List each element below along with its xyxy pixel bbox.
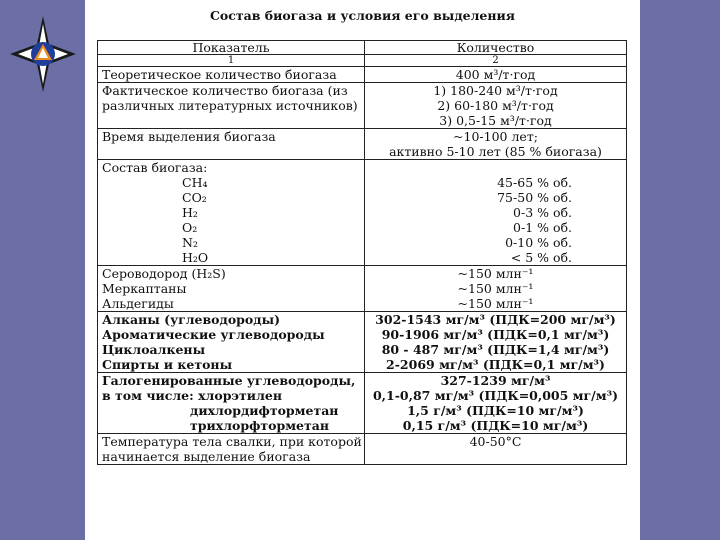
label-line: различных литературных источников) — [102, 98, 358, 113]
label-line: Меркаптаны — [102, 281, 187, 296]
label-line: Температура тела свалки, при которой — [102, 434, 362, 449]
gas-name: H₂O — [182, 250, 209, 265]
label-line: Ароматические углеводороды — [102, 327, 325, 342]
table-row — [98, 373, 627, 434]
gas-name: CO₂ — [182, 190, 207, 205]
header-quantity: Количество — [365, 41, 627, 55]
row-value: 400 м³/т·год — [365, 67, 627, 83]
row-value — [365, 266, 627, 312]
value-line: 80 - 487 мг/м³ (ПДК=1,4 мг/м³) — [381, 342, 610, 357]
value-line: 90-1906 мг/м³ (ПДК=0,1 мг/м³) — [381, 327, 610, 342]
value-line: ~10-100 лет; — [453, 129, 538, 144]
column-number-1: 1 — [98, 55, 365, 67]
row-value — [365, 373, 627, 434]
table-header-row — [98, 41, 627, 55]
row-label — [98, 434, 365, 465]
value-line: 1,5 г/м³ (ПДК=10 мг/м³) — [407, 403, 584, 418]
value-line: 2-2069 мг/м³ (ПДК=0,1 мг/м³) — [386, 357, 605, 372]
row-value — [365, 83, 627, 129]
row-label: Время выделения биогаза — [98, 129, 365, 160]
value-line: 0,1-0,87 мг/м³ (ПДК=0,005 мг/м³) — [372, 388, 618, 403]
row-label — [98, 312, 365, 373]
row-value: 40-50°С — [365, 434, 627, 465]
gas-value: < 5 % об. — [510, 250, 572, 265]
value-line: 1) 180-240 м³/т·год — [433, 83, 558, 98]
table-row — [98, 83, 627, 129]
gas-value: 0-1 % об. — [513, 220, 572, 235]
label-line: трихлорфторметан — [190, 418, 330, 433]
row-label — [98, 373, 365, 434]
value-line: 327-1239 мг/м³ — [440, 373, 551, 388]
biogas-table — [97, 40, 627, 465]
value-line: ~150 млн⁻¹ — [457, 266, 534, 281]
row-label — [98, 160, 365, 266]
table-row — [98, 434, 627, 465]
label-line: начинается выделение биогаза — [102, 449, 311, 464]
gas-value: 0-10 % об. — [505, 235, 572, 250]
gas-name: CH₄ — [182, 175, 208, 190]
table-row — [98, 160, 627, 266]
table-row — [98, 67, 627, 83]
table-row — [98, 129, 627, 160]
emergency-emblem-icon — [8, 14, 78, 94]
label-line: Галогенированные углеводороды, — [102, 373, 356, 388]
header-indicator: Показатель — [98, 41, 365, 55]
label-line: Состав биогаза: — [102, 160, 208, 175]
page-title: Состав биогаза и условия его выделения — [209, 8, 516, 23]
row-label: Теоретическое количество биогаза — [98, 67, 365, 83]
label-line: Сероводород (H₂S) — [102, 266, 226, 281]
row-label — [98, 83, 365, 129]
value-line: активно 5-10 лет (85 % биогаза) — [389, 144, 602, 159]
table-row — [98, 312, 627, 373]
column-number-row — [98, 55, 627, 67]
value-line: ~150 млн⁻¹ — [457, 296, 534, 311]
value-line: ~150 млн⁻¹ — [457, 281, 534, 296]
label-line: Спирты и кетоны — [102, 357, 233, 372]
label-line: Циклоалкены — [102, 342, 206, 357]
value-line: 3) 0,5-15 м³/т·год — [439, 113, 552, 128]
value-line: 2) 60-180 м³/т·год — [437, 98, 554, 113]
row-value — [365, 312, 627, 373]
label-line: Альдегиды — [102, 296, 174, 311]
gas-value: 45-65 % об. — [497, 175, 572, 190]
value-line: 0,15 г/м³ (ПДК=10 мг/м³) — [402, 418, 589, 433]
gas-name: O₂ — [182, 220, 198, 235]
gas-value: 0-3 % об. — [513, 205, 572, 220]
label-line: Алканы (углеводороды) — [102, 312, 281, 327]
row-value — [365, 160, 627, 266]
label-line: Фактическое количество биогаза (из — [102, 83, 348, 98]
column-number-2: 2 — [365, 55, 627, 67]
value-line: 302-1543 мг/м³ (ПДК=200 мг/м³) — [375, 312, 616, 327]
label-line: в том числе: хлорэтилен — [102, 388, 282, 403]
gas-name: H₂ — [182, 205, 198, 220]
document-page — [85, 0, 640, 540]
table-row — [98, 266, 627, 312]
gas-name: N₂ — [182, 235, 198, 250]
row-value — [365, 129, 627, 160]
gas-value: 75-50 % об. — [497, 190, 572, 205]
row-label — [98, 266, 365, 312]
label-line: дихлордифторметан — [190, 403, 339, 418]
